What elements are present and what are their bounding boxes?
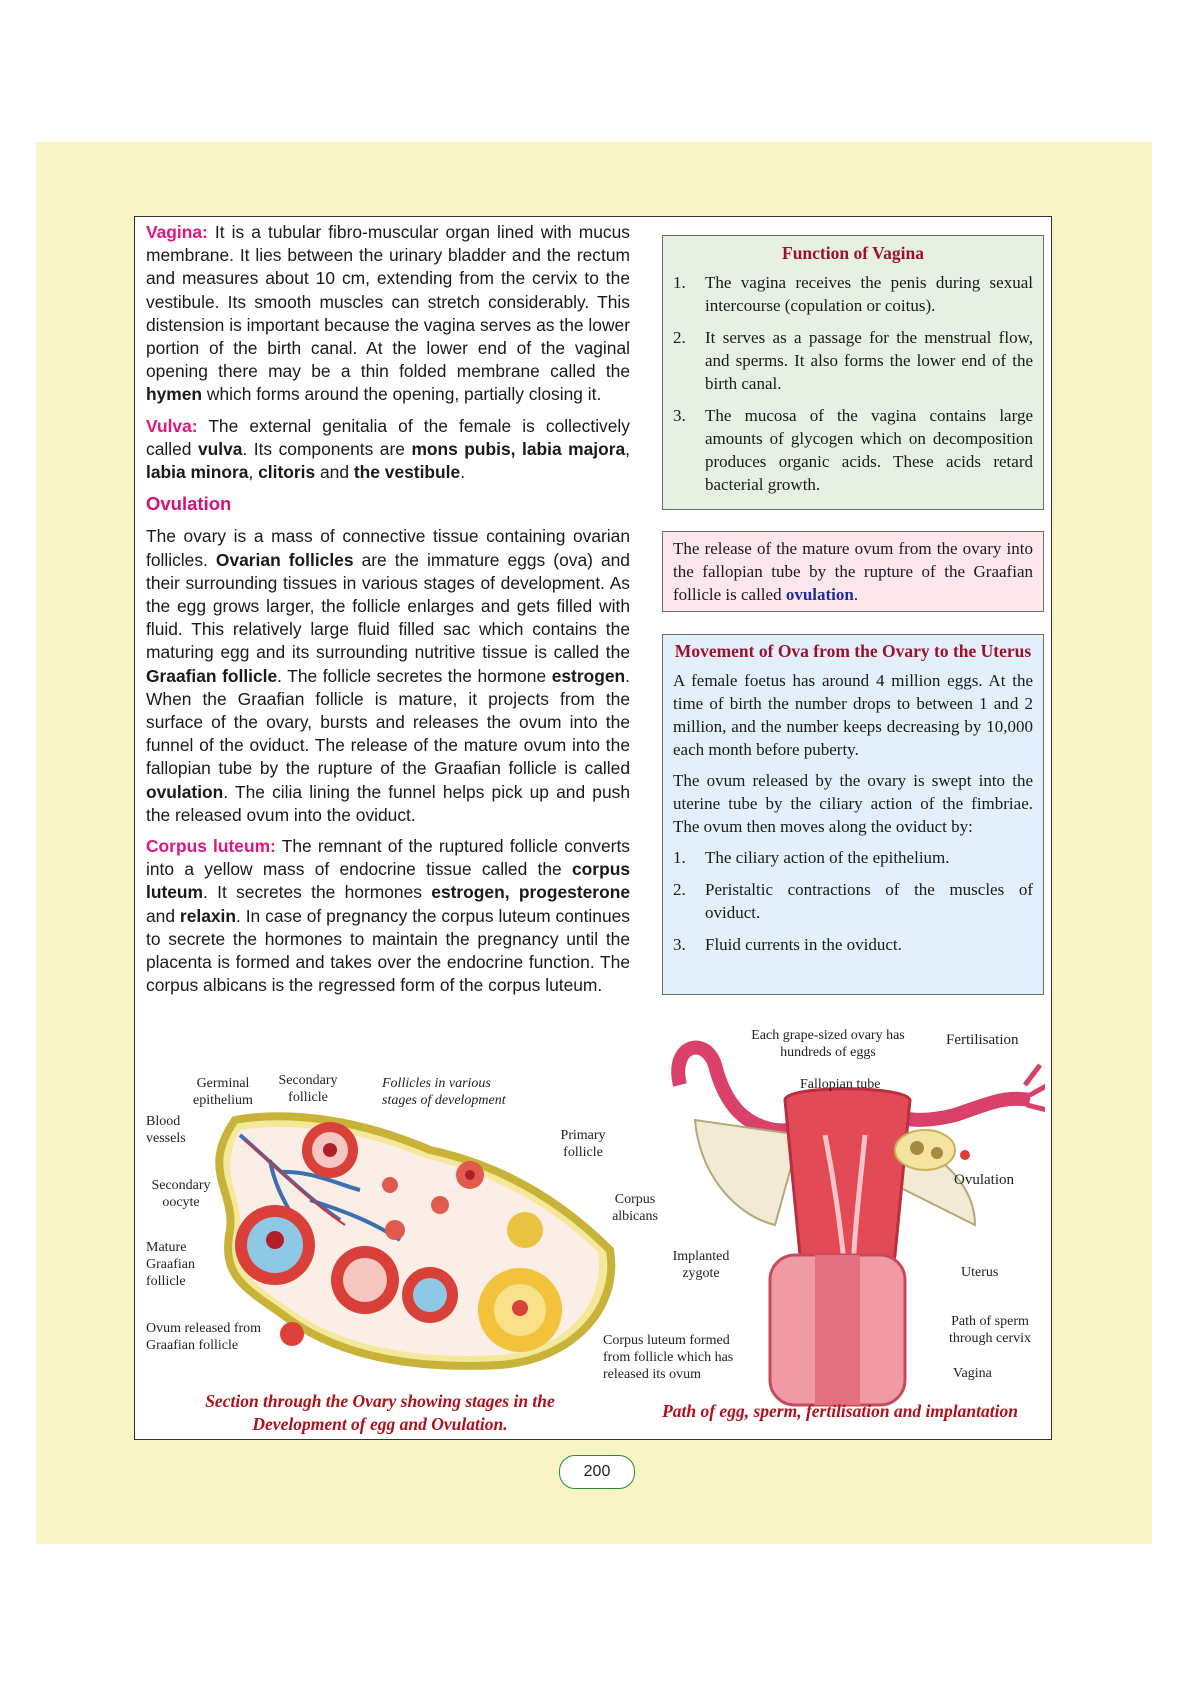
term-ovarian-follicles: Ovarian follicles — [215, 549, 354, 570]
term-vestibule: the vestibule — [353, 462, 461, 483]
label-primary-follicle: Primary follicle — [560, 1128, 606, 1160]
ov-text-4: . When the Graafian follicle is mature, it projects from the surface of the ovary, bursts and releases the ovum into the funnel of the oviduct. The release of the mature ovum into the fallopian tube by the rupture of the Graafian follicle is called — [146, 665, 630, 779]
label-graafian: Mature Graafian follicle — [146, 1240, 195, 1289]
item-number: 2. — [673, 328, 686, 347]
label-blood-vessels: Blood vessels — [146, 1114, 186, 1146]
term-ovulation: ovulation — [146, 781, 224, 802]
label-vagina: Vagina — [953, 1366, 992, 1381]
term-corpus-luteum: corpus luteum — [146, 859, 630, 903]
vulva-period: . — [460, 462, 466, 483]
label-grape-ovary: Each grape-sized ovary has hundreds of eggs — [751, 1028, 905, 1060]
uterus-caption: Path of egg, sperm, fertilisation and implantation — [662, 1401, 1018, 1421]
vulva-comma: , — [625, 438, 630, 459]
item-number: 2. — [673, 880, 686, 899]
label-corpus-albicans: Corpus albicans — [612, 1192, 658, 1224]
movement-list — [673, 846, 1033, 956]
term-hymen: hymen — [146, 384, 203, 405]
ov-text-1: The ovary is a mass of connective tissue containing ovarian follicles. — [146, 526, 630, 570]
label-corpus-luteum: Corpus luteum formed from follicle which has released its ovum — [603, 1333, 734, 1382]
cl-text-1: The remnant of the ruptured follicle converts into a yellow mass of endocrine tissue called the — [146, 836, 630, 880]
definition-term: ovulation — [785, 585, 854, 604]
vulva-paragraph — [146, 415, 630, 485]
ovary-caption — [160, 1390, 600, 1436]
item-text: It serves as a passage for the menstrual flow, and sperms. It also forms the lower end of the birth canal. — [705, 328, 1033, 393]
corpus-luteum-paragraph — [146, 835, 630, 997]
ovulation-heading: Ovulation — [146, 493, 232, 515]
list-item — [673, 933, 1033, 956]
cl-text-3: . In case of pregnancy the corpus luteum continues to secrete the hormones to maintain the pregnancy until the placenta is formed and takes over the endocrine function. The corpus albicans is the regressed form of the corpus luteum. — [146, 905, 630, 996]
ovulation-paragraph — [146, 525, 630, 827]
corpus-luteum-heading: Corpus luteum: — [146, 836, 276, 857]
term-estrogen: estrogen — [551, 665, 626, 686]
item-number: 3. — [673, 406, 686, 425]
term-relaxin: relaxin — [179, 905, 236, 926]
vagina-text: It is a tubular fibro-muscular organ lined with mucus membrane. It lies between the urinary bladder and the rectum and measures about 10 cm, extending from the cervix to the vestibule. Its smooth muscles can stretch considerably. This distension is important because the vagina serves as the lower portion of the birth canal. At the lower end of the vaginal opening there may be a thin folded membrane called the — [146, 222, 630, 382]
item-number: 1. — [673, 848, 686, 867]
term-mons: mons pubis, labia majora — [411, 438, 626, 459]
term-graafian-follicle: Graafian follicle — [146, 665, 278, 686]
vagina-paragraph — [146, 221, 630, 407]
label-germinal: Germinal epithelium — [193, 1076, 253, 1108]
vulva-heading: Vulva: — [146, 415, 198, 436]
list-item — [673, 878, 1033, 924]
movement-para-2: The ovum released by the ovary is swept into the uterine tube by the ciliary action of the fimbriae. The ovum then moves along the oviduct by: — [673, 771, 1033, 836]
ovulation-definition-box — [662, 531, 1044, 612]
label-uterus: Uterus — [961, 1265, 999, 1280]
item-text: The ciliary action of the epithelium. — [705, 848, 950, 867]
ovary-caption-line-2: Development of egg and Ovulation. — [252, 1414, 508, 1434]
item-text: Peristaltic contractions of the muscles of oviduct. — [705, 880, 1033, 922]
term-labia-minora: labia minora — [146, 462, 249, 483]
item-text: Fluid currents in the oviduct. — [705, 935, 902, 954]
left-column — [146, 221, 630, 1006]
ov-text-2: are the immature eggs (ova) and their surrounding tissues in various stages of development. As the egg grows larger, the follicle enlarges and gets filled with fluid. This relatively large fluid filled sac which contains the maturing egg and its surrounding nutritive tissue is called the — [146, 549, 630, 663]
ov-text-5: . The cilia lining the funnel helps pick up and push the released ovum into the oviduct. — [146, 781, 630, 825]
movement-para-1: A female foetus has around 4 million eggs. At the time of birth the number drops to between 1 and 2 million, and the number keeps decreasing by 10,000 each month before puberty. — [673, 671, 1033, 759]
definition-period: . — [853, 585, 859, 604]
function-of-vagina-box — [662, 235, 1044, 510]
vulva-text-2: . Its components are — [242, 438, 405, 459]
page-number: 200 — [559, 1455, 635, 1489]
label-secondary-oocyte: Secondary oocyte — [151, 1178, 211, 1210]
term-hormones: estrogen, progesterone — [431, 882, 630, 903]
list-item — [673, 846, 1033, 869]
movement-box-title: Movement of Ova from the Ovary to the Uterus — [674, 641, 1032, 661]
ovary-caption-line-1: Section through the Ovary showing stages in the — [205, 1391, 555, 1411]
label-ovulation: Ovulation — [954, 1172, 1014, 1188]
label-implanted-zygote: Implanted zygote — [672, 1249, 730, 1281]
vulva-and: and — [320, 462, 350, 483]
definition-text: The release of the mature ovum from the ovary into the fallopian tube by the rupture of the Graafian follicle is called — [673, 539, 1033, 604]
item-text: The vagina receives the penis during sexual intercourse (copulation or coitus). — [705, 273, 1033, 315]
vagina-tail: which forms around the opening, partially closing it. — [206, 384, 602, 405]
term-vulva: vulva — [197, 438, 243, 459]
function-box-title: Function of Vagina — [782, 243, 924, 263]
cl-and: and — [146, 905, 176, 926]
label-follicles-stages: Follicles in various stages of development — [382, 1076, 506, 1108]
label-fertilisation: Fertilisation — [946, 1032, 1019, 1048]
movement-of-ova-box — [662, 634, 1044, 995]
item-number: 3. — [673, 935, 686, 954]
label-ovum-released: Ovum released from Graafian follicle — [146, 1321, 262, 1353]
list-item — [673, 326, 1033, 395]
label-secondary-follicle: Secondary follicle — [278, 1073, 338, 1105]
label-fallopian-tube: Fallopian tube — [800, 1077, 881, 1092]
list-item — [673, 404, 1033, 496]
item-text: The mucosa of the vagina contains large amounts of glycogen which on decomposition produces organic acids. These acids retard bacterial growth. — [705, 406, 1033, 494]
vulva-comma-2: , — [248, 462, 254, 483]
list-item — [673, 271, 1033, 317]
function-list — [673, 271, 1033, 496]
item-number: 1. — [673, 273, 686, 292]
vulva-text: The external genitalia of the female is collectively called — [146, 415, 630, 459]
vagina-heading: Vagina: — [146, 222, 208, 242]
ov-text-3: . The follicle secretes the hormone — [277, 665, 547, 686]
cl-text-2: . It secretes the hormones — [203, 882, 422, 903]
label-sperm-path: Path of sperm through cervix — [948, 1314, 1032, 1346]
term-clitoris: clitoris — [258, 462, 316, 483]
